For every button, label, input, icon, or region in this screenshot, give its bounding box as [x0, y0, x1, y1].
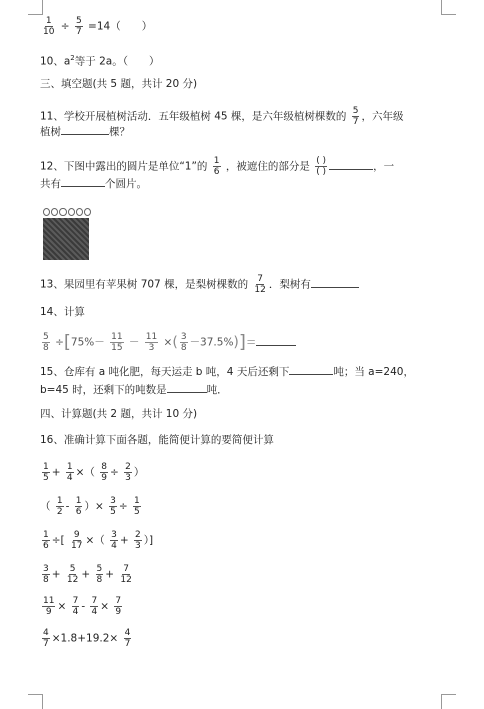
- circles-figure: [43, 208, 91, 260]
- fraction: $\frac{3}{8}$: [180, 332, 187, 353]
- crop-mark-top-left: [28, 0, 43, 15]
- circle-icon: [51, 208, 58, 216]
- fraction: $\frac{5}{7}$: [352, 106, 359, 127]
- fraction: $\frac{1}{10}$: [43, 16, 55, 37]
- question-16-label: 16、准确计算下面各题，能简便计算的要简便计算: [40, 434, 274, 446]
- fraction: $\frac{1}{6}$: [213, 156, 220, 177]
- circle-icon: [84, 208, 91, 216]
- answer-blank[interactable]: [329, 159, 373, 170]
- fraction: $\frac{11}{15}$: [111, 332, 123, 353]
- fraction-blank[interactable]: $\frac{( )}{( )}$: [316, 156, 327, 177]
- answer-blank[interactable]: [289, 364, 333, 375]
- circle-icon: [76, 208, 83, 216]
- section-4-heading: 四、计算题(共 2 题，共计 10 分): [40, 408, 198, 420]
- calc-3: $\frac{1}{6}$ ÷[ $\frac{9}{17}$ ×（ $\frac{3}{4}$ + $\frac{2}{3}$ ）]: [43, 530, 154, 551]
- fraction: $\frac{7}{12}$: [254, 274, 266, 295]
- question-9-line: $\frac{1}{10}$ ÷ $\frac{5}{7}$ =14（ ）: [43, 16, 153, 37]
- calc-2: （ $\frac{1}{2}$ - $\frac{1}{6}$ ）× $\frac{3}{5}$ ÷ $\frac{1}{5}$: [40, 496, 140, 517]
- crop-mark-bottom-right: [441, 694, 456, 709]
- question-15-line-1: 15、仓库有 a 吨化肥，每天运走 b 吨，4 天后还剩下 吨；当 a=240，: [40, 366, 414, 378]
- question-12-line-1: 12、下图中露出的圆片是单位“1”的 $\frac{1}{6}$ ，被遮住的部分是 $\frac{( )}{( )}$ ，一: [40, 156, 395, 177]
- answer-blank[interactable]: [256, 335, 296, 346]
- circle-icon: [59, 208, 66, 216]
- fraction: $\frac{5}{8}$: [43, 332, 49, 353]
- visible-circles: [43, 208, 91, 216]
- crop-mark-top-right: [441, 0, 456, 15]
- calc-5: $\frac{11}{9}$ × $\frac{7}{4}$ - $\frac{7}{4}$ × $\frac{7}{9}$: [43, 596, 122, 617]
- answer-blank[interactable]: [167, 382, 207, 393]
- question-11-line-2: 植树 棵？: [40, 126, 130, 138]
- calc-1: $\frac{1}{5}$ + $\frac{1}{4}$ ×（ $\frac{8}{9}$ ÷ $\frac{2}{3}$ ）: [43, 462, 145, 483]
- crop-mark-bottom-left: [28, 694, 43, 709]
- question-12-line-2: 共有 个圆片。: [40, 178, 147, 190]
- question-15-line-2: b=45 时，还剩下的吨数是 吨．: [40, 384, 228, 396]
- calc-6: $\frac{4}{7}$ ×1.8+19.2× $\frac{4}{7}$: [43, 628, 131, 649]
- fraction: $\frac{11}{3}$: [145, 332, 158, 353]
- question-14-expression: $\frac{5}{8}$ ÷[75%－ $\frac{11}{15}$ － $\frac{11}{3}$ ×( $\frac{3}{8}$ －37.5%)]＝: [40, 332, 444, 353]
- answer-blank[interactable]: [61, 124, 109, 135]
- calc-4: $\frac{3}{8}$ + $\frac{5}{12}$ + $\frac{5}{8}$ + $\frac{7}{12}$: [43, 564, 132, 585]
- question-10-line: 10、$a^2$等于 2a。（ ）: [40, 54, 160, 68]
- question-14-label: 14、计算: [40, 306, 85, 318]
- circle-icon: [68, 208, 75, 216]
- covered-area: [43, 218, 89, 260]
- circle-icon: [43, 208, 50, 216]
- answer-blank[interactable]: [311, 277, 359, 288]
- question-13-line: 13、果园里有苹果树 707 棵，是梨树棵数的 $\frac{7}{12}$ ．梨树有: [40, 274, 444, 295]
- question-11-line-1: 11、学校开展植树活动．五年级植树 45 棵，是六年级植树棵数的 $\frac{5}{7}$ ，六年级: [40, 106, 404, 127]
- section-3-heading: 三、填空题(共 5 题，共计 20 分): [40, 78, 198, 90]
- answer-blank[interactable]: [61, 176, 105, 187]
- fraction: $\frac{5}{7}$: [75, 16, 82, 37]
